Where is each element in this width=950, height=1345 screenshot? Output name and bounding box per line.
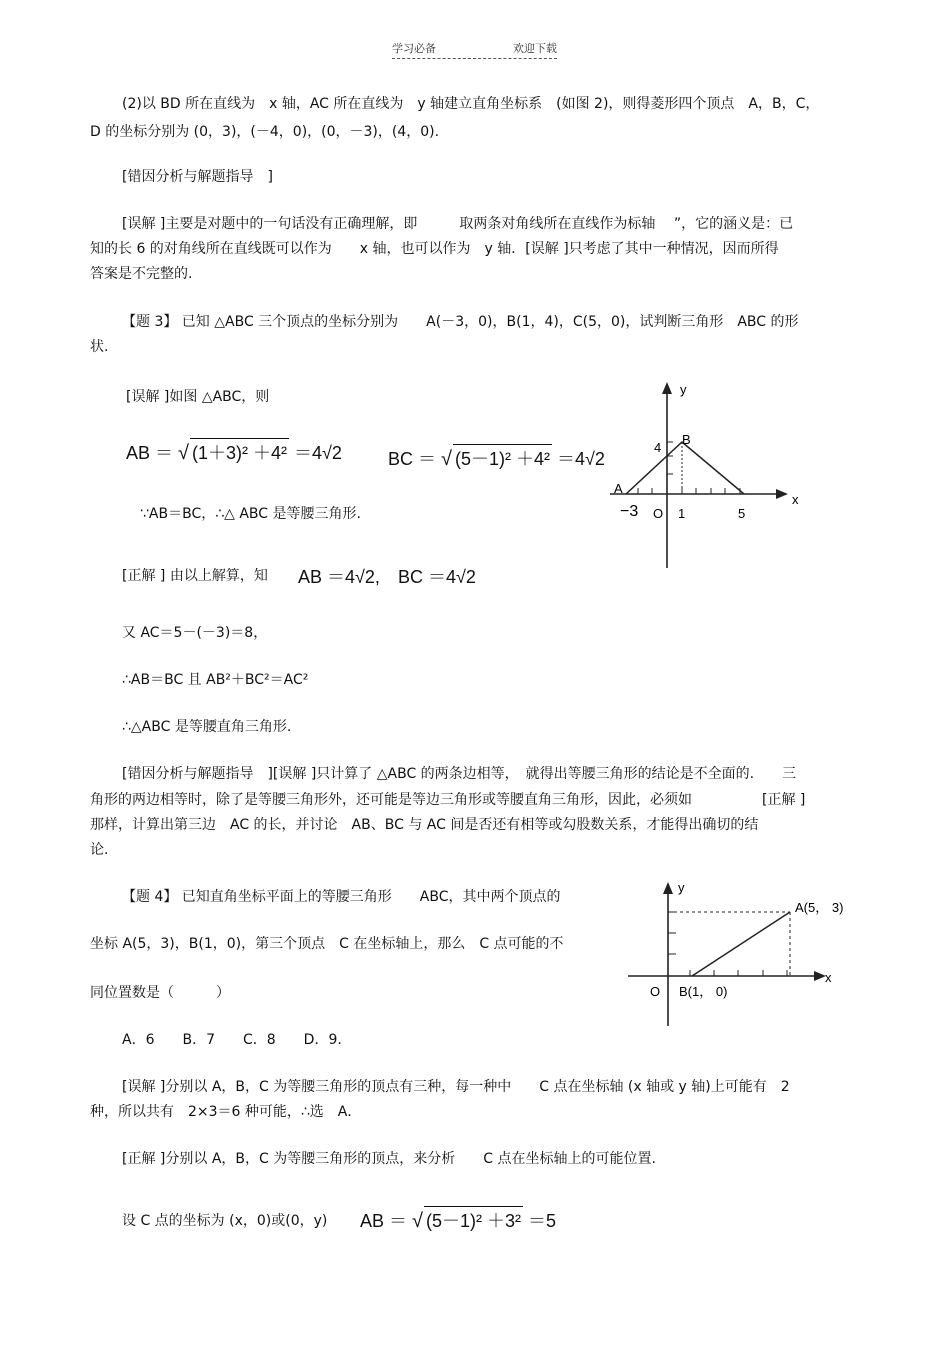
ab2-rhs: ＝5 xyxy=(528,1211,557,1231)
y-axis-arrow-icon xyxy=(662,382,672,394)
g1-neg3-label: −3 xyxy=(620,503,639,520)
bc-rhs: ＝4√2 xyxy=(557,449,605,469)
ab2-radicand: (5－1)² ＋3² xyxy=(424,1206,523,1233)
q3-therefore1: ∵AB＝BC，∴△ ABC 是等腰三角形. xyxy=(140,506,361,522)
ab2-lhs: AB ＝ xyxy=(360,1211,408,1231)
g1-y-label: y xyxy=(680,382,687,397)
header-left: 学习必备 xyxy=(392,42,436,55)
ab-lhs: AB ＝ xyxy=(126,443,174,463)
q3-therefore3: ∴△ABC 是等腰直角三角形. xyxy=(122,719,292,735)
q4-line3: 同位置数是（ ） xyxy=(90,985,230,1001)
x-axis-arrow-icon xyxy=(776,489,788,499)
q3-analysis-line1: [错因分析与解题指导 ][误解 ]只计算了 △ABC 的两条边相等， 就得出等腰三角形的结论是不全面的. 三 xyxy=(122,766,797,782)
q4-options: A．6 B．7 C．8 D．9. xyxy=(122,1032,342,1048)
q3-line1: 【题 3】 已知 △ABC 三个顶点的坐标分别为 A(－3，0)，B(1，4)，C(5，0)，试判断三角形 ABC 的形 xyxy=(122,314,799,330)
g2-y-label: y xyxy=(678,880,685,895)
q4-set: 设 C 点的坐标为 (x，0)或(0，y) xyxy=(122,1213,328,1229)
graph-triangle-abc xyxy=(600,378,820,573)
formula-right xyxy=(298,563,476,589)
graph-points-ab xyxy=(620,878,860,1030)
q3-analysis-line3: 那样，计算出第三边 AC 的长，并讨论 AB、BC 与 AC 间是否还有相等或勾股数关系，才能得出确切的结 xyxy=(90,817,759,833)
q3-line2: 状. xyxy=(90,339,109,355)
q3-analysis-line2: 角形的两边相等时，除了是等腰三角形外，还可能是等边三角形或等腰直角三角形，因此，必须如 [正解 ] xyxy=(90,792,806,808)
segment-ab xyxy=(692,912,790,976)
analysis-heading: [错因分析与解题指导 ] xyxy=(122,169,273,185)
right-bc: BC ＝4√2 xyxy=(397,567,476,587)
right-ab: AB ＝4√2, xyxy=(298,567,380,587)
y-ticks xyxy=(668,912,676,954)
g1-one-label: 1 xyxy=(678,506,686,521)
q3-therefore2: ∴AB＝BC 且 AB²＋BC²＝AC² xyxy=(122,672,309,688)
formula-ab: AB ＝ √ (1＋3)² ＋4² ＝4√2 xyxy=(126,438,342,465)
q4-line1: 【题 4】 已知直角坐标平面上的等腰三角形 ABC，其中两个顶点的 xyxy=(122,889,561,905)
g2-b-label: B(1， 0) xyxy=(679,984,728,999)
bc-lhs: BC ＝ xyxy=(388,449,437,469)
q4-line2: 坐标 A(5，3)，B(1，0)，第三个顶点 C 在坐标轴上，那么 C 点可能的不 xyxy=(90,936,564,952)
x-ticks xyxy=(638,488,740,494)
g1-five-label: 5 xyxy=(738,506,746,521)
x-ticks xyxy=(690,970,787,976)
page-header xyxy=(392,40,557,59)
wrong1-line3: 答案是不完整的. xyxy=(90,266,193,282)
y-ticks xyxy=(667,442,673,474)
g2-a-label: A(5， 3) xyxy=(795,900,844,915)
p2-line1: (2)以 BD 所在直线为 x 轴，AC 所在直线为 y 轴建立直角坐标系 (如图 2)，则得菱形四个顶点 A，B，C， xyxy=(122,96,820,112)
bc-radicand: (5－1)² ＋4² xyxy=(453,444,552,471)
q3-ac: 又 AC＝5－(－3)＝8， xyxy=(122,625,268,641)
g1-b-label: B xyxy=(682,432,691,447)
q4-wrong-line1: [误解 ]分别以 A，B，C 为等腰三角形的顶点有三种，每一种中 C 点在坐标轴 (x 轴或 y 轴)上可能有 2 xyxy=(122,1079,790,1095)
ab-radicand: (1＋3)² ＋4² xyxy=(190,438,289,465)
q4-wrong-line2: 种，所以共有 2×3＝6 种可能，∴选 A． xyxy=(90,1104,362,1120)
wrong1-line2: 知的长 6 的对角线所在直线既可以作为 x 轴，也可以作为 y 轴．[误解 ]只考虑了其中一种情况，因而所得 xyxy=(90,241,779,257)
g1-x-label: x xyxy=(792,492,799,507)
triangle-abc xyxy=(626,442,744,494)
g1-four-label: 4 xyxy=(654,440,662,455)
q3-analysis-line4: 论. xyxy=(90,842,109,858)
y-axis-arrow-icon xyxy=(663,882,673,894)
header-right: 欢迎下载 xyxy=(513,42,557,55)
g2-x-label: x xyxy=(825,970,832,985)
q4-right: [正解 ]分别以 A，B，C 为等腰三角形的顶点，来分析 C 点在坐标轴上的可能位置. xyxy=(122,1151,656,1167)
formula-ab2: AB ＝ √ (5－1)² ＋3² ＝5 xyxy=(360,1206,556,1233)
ab-rhs: ＝4√2 xyxy=(294,443,342,463)
g1-a-label: A xyxy=(614,481,623,496)
q3-right: [正解 ] 由以上解算，知 xyxy=(122,568,268,584)
wrong1-line1: [误解 ]主要是对题中的一句话没有正确理解，即 取两条对角线所在直线作为标轴 ”，它的涵义是：已 xyxy=(122,216,794,232)
formula-bc: BC ＝ √ (5－1)² ＋4² ＝4√2 xyxy=(388,444,605,471)
g1-origin-label: O xyxy=(653,506,664,521)
q3-wrong: [误解 ]如图 △ABC，则 xyxy=(126,389,270,405)
g2-origin-label: O xyxy=(650,984,661,999)
p2-line2: D 的坐标分别为 (0，3)，(－4，0)，(0，－3)，(4，0). xyxy=(90,124,440,140)
